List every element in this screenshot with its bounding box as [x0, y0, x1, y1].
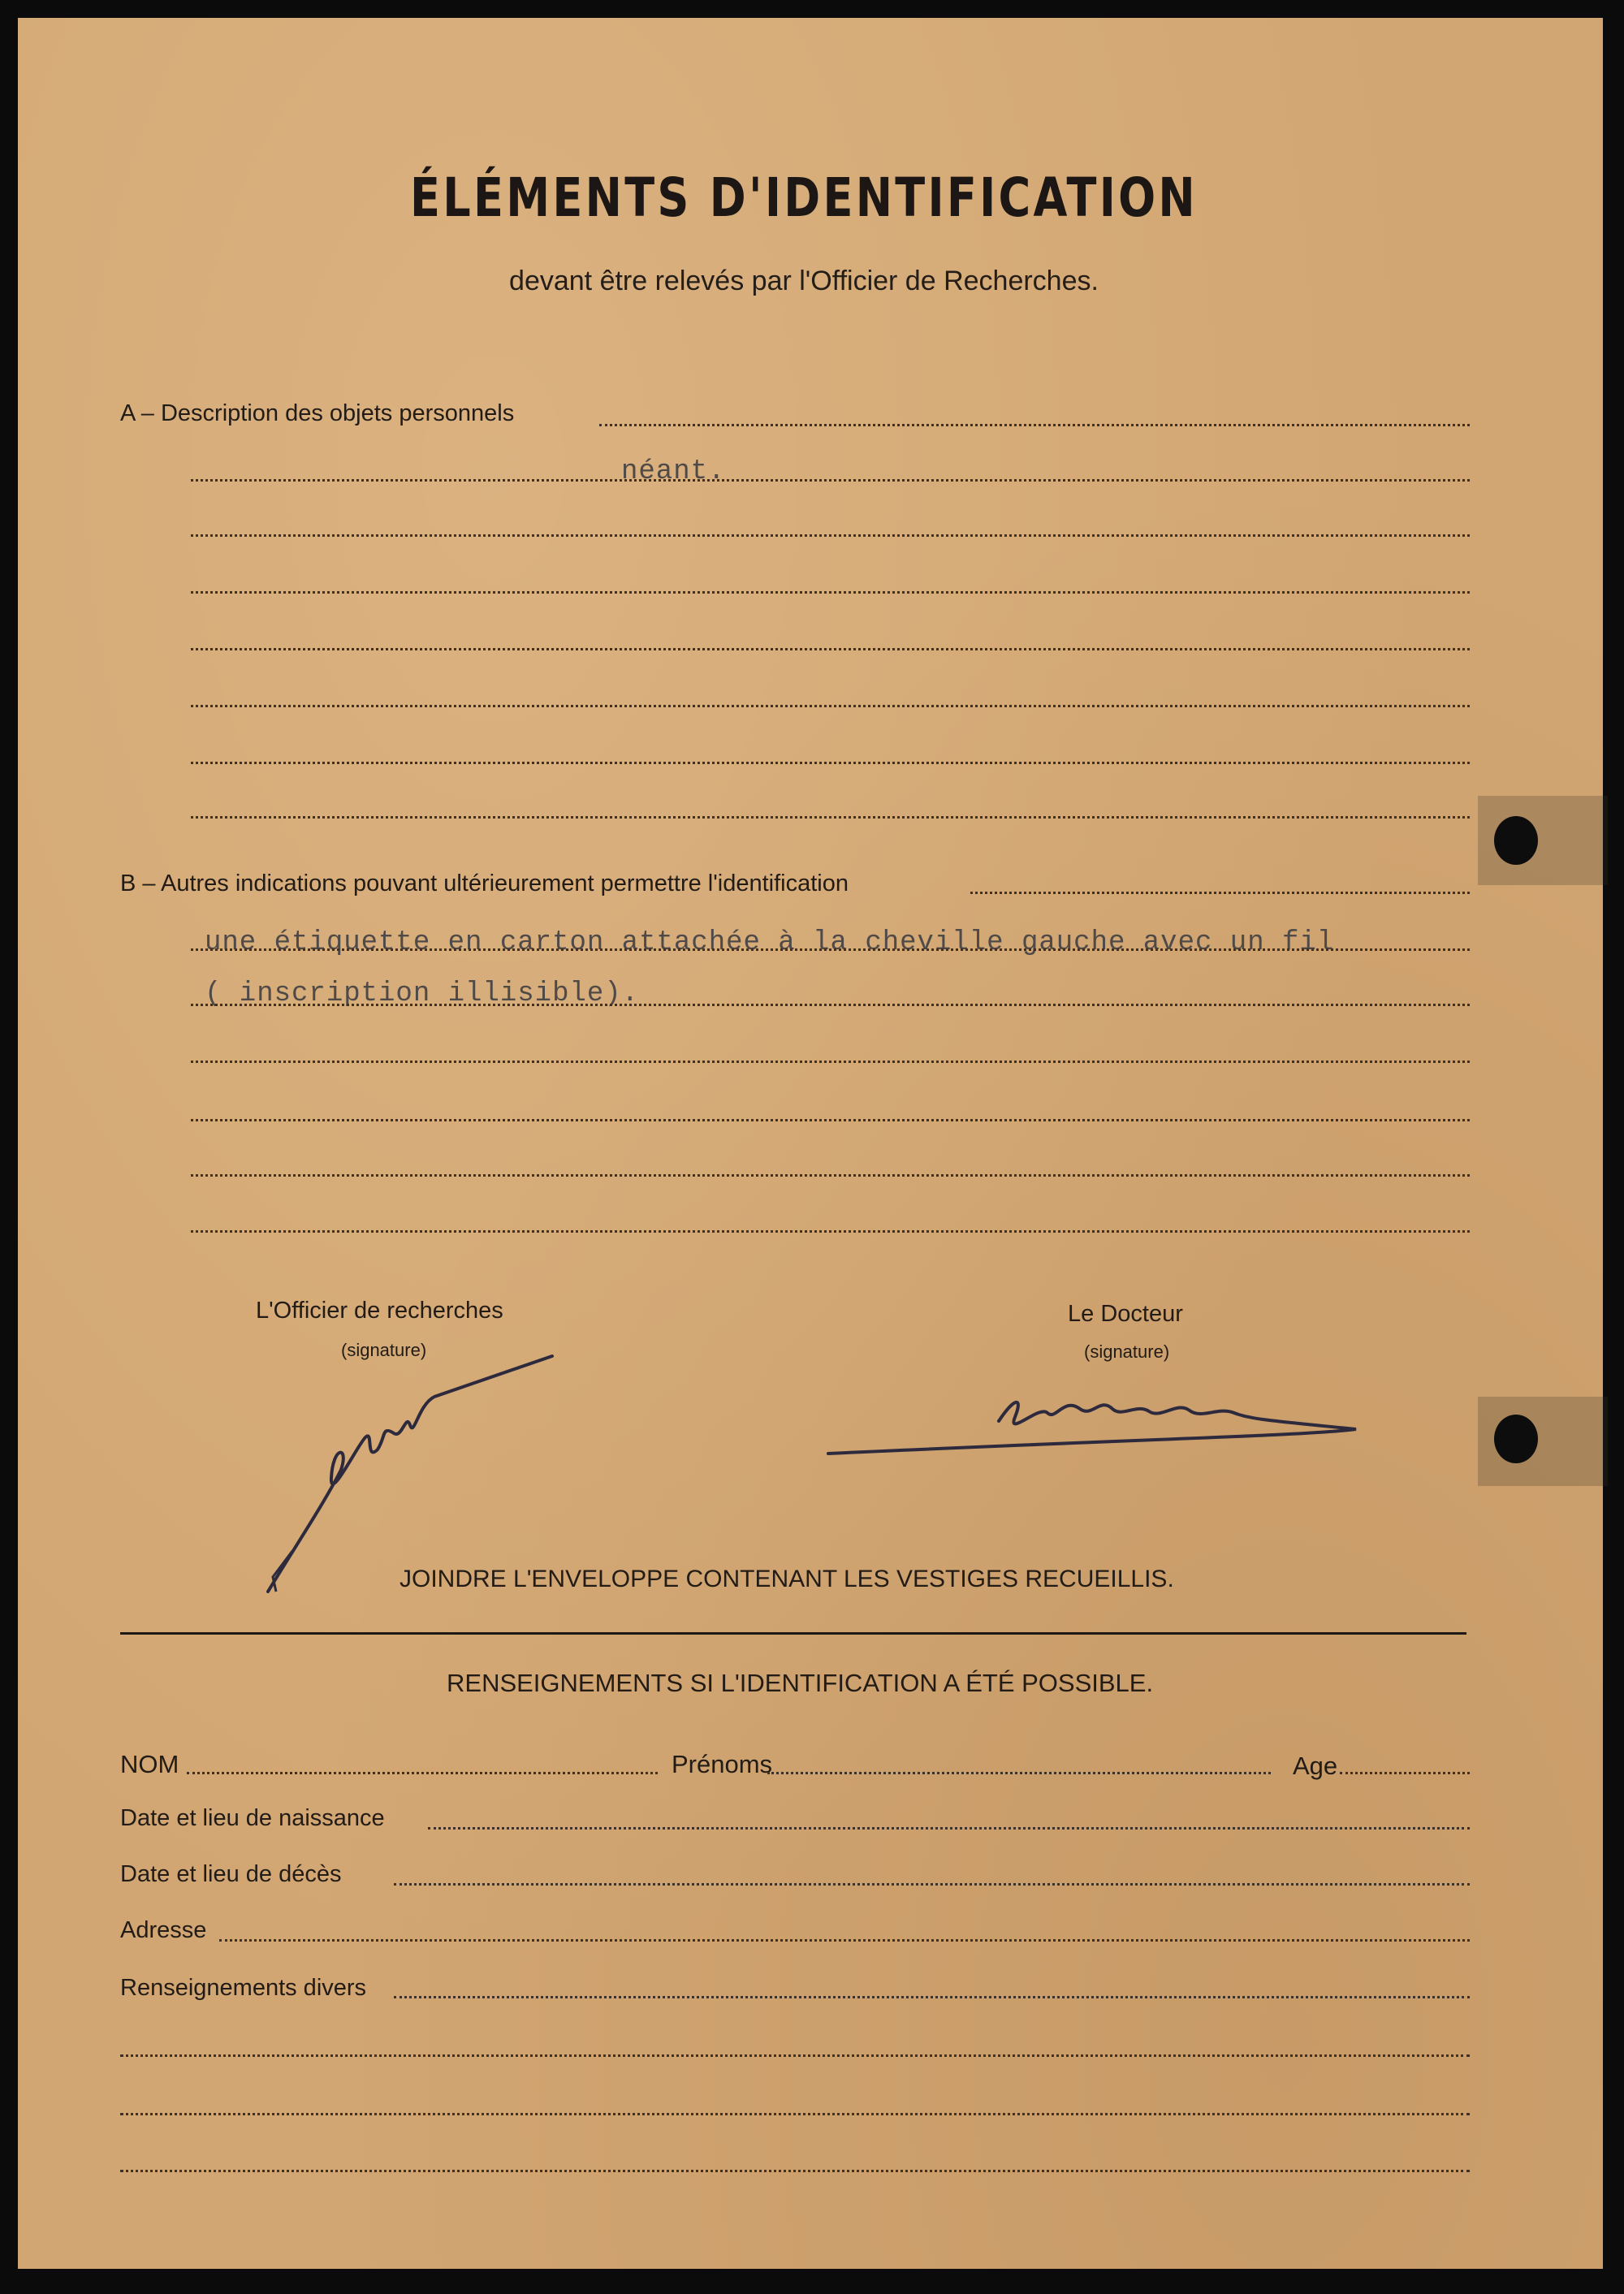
- punch-hole: [1494, 1415, 1538, 1463]
- dotted-line: [394, 1996, 1470, 1998]
- page-subtitle: devant être relevés par l'Officier de Recherches.: [509, 266, 1099, 296]
- doctor-title: Le Docteur: [1068, 1301, 1183, 1327]
- dotted-line: [970, 892, 1470, 894]
- form-sheet: [18, 18, 1603, 2269]
- adresse-label: Adresse: [120, 1917, 207, 1943]
- section-a-label: A – Description des objets personnels: [120, 400, 515, 426]
- punch-hole: [1494, 816, 1538, 865]
- divers-label: Renseignements divers: [120, 1975, 367, 2001]
- dotted-line: [767, 1772, 1271, 1774]
- dotted-line: [599, 424, 1470, 426]
- doctor-signature: [820, 1372, 1380, 1470]
- dotted-line: [191, 534, 1470, 537]
- dotted-line: [191, 479, 1470, 482]
- doctor-signature-caption: (signature): [1084, 1341, 1170, 1362]
- section-b-line1: une étiquette en carton attachée à la cheville gauche avec un fil: [205, 927, 1335, 958]
- dotted-line: [191, 1174, 1470, 1177]
- dotted-line: [120, 2113, 1470, 2115]
- dotted-line: [191, 762, 1470, 764]
- dotted-line: [191, 816, 1470, 819]
- dotted-line: [1340, 1772, 1470, 1774]
- instruction-text: JOINDRE L'ENVELOPPE CONTENANT LES VESTIGES RECUEILLIS.: [400, 1566, 1174, 1592]
- dotted-line: [191, 705, 1470, 707]
- section-a-value: néant.: [621, 456, 726, 487]
- section-c-heading: RENSEIGNEMENTS SI L'IDENTIFICATION A ÉTÉ POSSIBLE.: [447, 1669, 1154, 1697]
- dotted-line: [394, 1883, 1470, 1886]
- dotted-line: [219, 1939, 1470, 1942]
- dotted-line: [191, 948, 1470, 951]
- section-b-label: B – Autres indications pouvant ultérieurement permettre l'identification: [120, 871, 849, 896]
- dotted-line: [428, 1827, 1470, 1830]
- deces-label: Date et lieu de décès: [120, 1861, 342, 1887]
- dotted-line: [120, 2054, 1470, 2057]
- nom-label: NOM: [120, 1750, 179, 1778]
- dotted-line: [191, 1119, 1470, 1121]
- dotted-line: [191, 591, 1470, 594]
- officer-title: L'Officier de recherches: [256, 1298, 503, 1324]
- section-divider: [120, 1632, 1466, 1635]
- dotted-line: [187, 1772, 658, 1774]
- section-b-line2: ( inscription illisible).: [205, 979, 640, 1009]
- dotted-line: [191, 648, 1470, 650]
- dotted-line: [191, 1004, 1470, 1006]
- dotted-line: [191, 1230, 1470, 1233]
- officer-signature: [244, 1348, 585, 1600]
- prenoms-label: Prénoms: [672, 1750, 773, 1778]
- dotted-line: [120, 2170, 1470, 2172]
- officer-signature-caption: (signature): [341, 1340, 427, 1360]
- page-title: ÉLÉMENTS D'IDENTIFICATION: [409, 166, 1199, 229]
- naissance-label: Date et lieu de naissance: [120, 1805, 385, 1831]
- dotted-line: [191, 1061, 1470, 1063]
- age-label: Age: [1293, 1752, 1338, 1780]
